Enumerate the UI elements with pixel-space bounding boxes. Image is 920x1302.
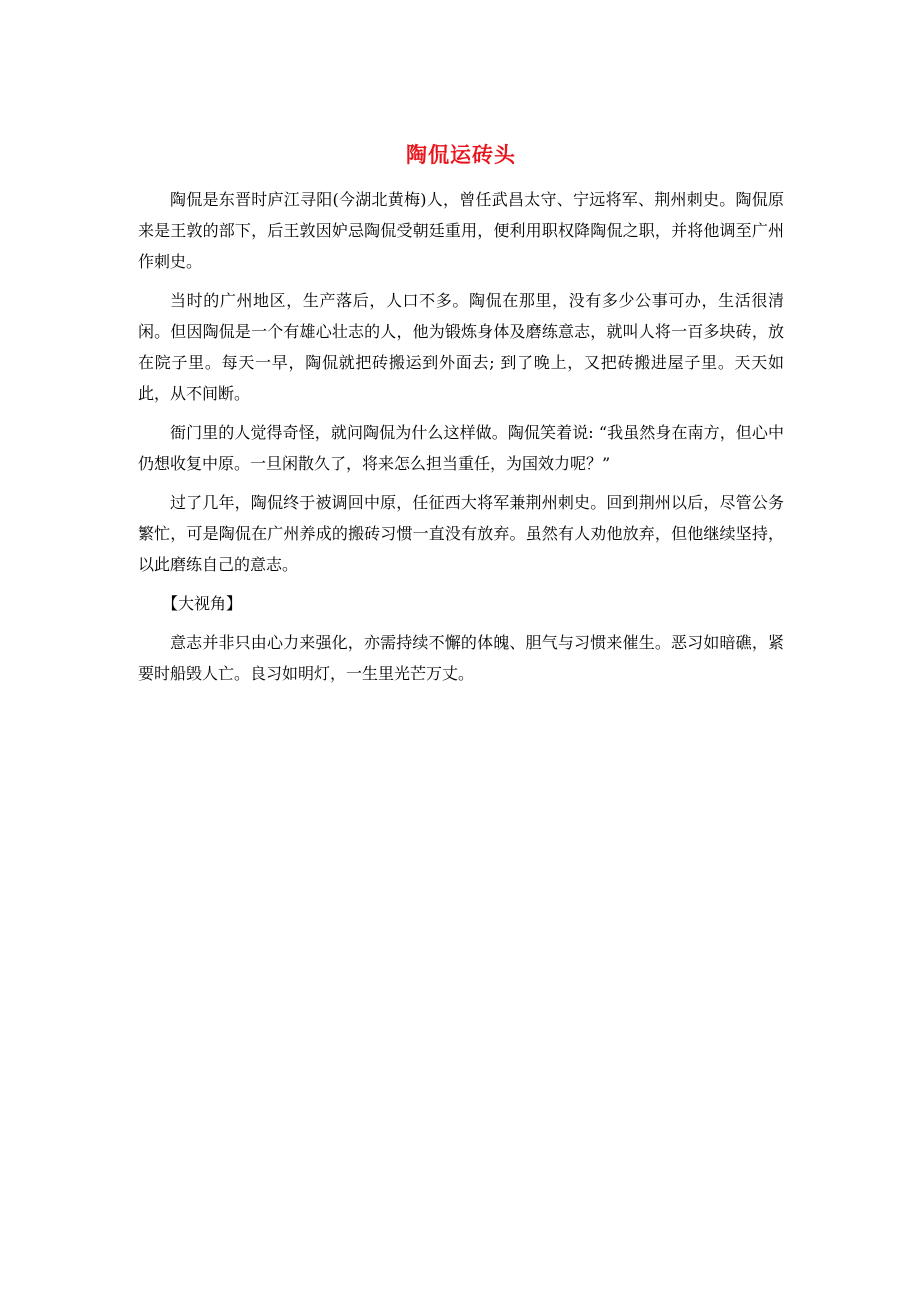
document-page bbox=[138, 140, 784, 697]
closing-paragraph: 意志并非只由心力来强化，亦需持续不懈的体魄、胆气与习惯来催生。恶习如暗礁，紧要时船毁人亡。良习如明灯，一生里光芒万丈。 bbox=[138, 633, 784, 683]
paragraph-3: 衙门里的人觉得奇怪，就问陶侃为什么这样做。陶侃笑着说: “我虽然身在南方，但心中仍想收复中原。一旦闲散久了，将来怎么担当重任，为国效力呢？” bbox=[138, 423, 784, 473]
section-heading: 【大视角】 bbox=[162, 594, 243, 613]
paragraph-4: 过了几年，陶侃终于被调回中原，任征西大将军兼荆州刺史。回到荆州以后，尽管公务繁忙，可是陶侃在广州养成的搬砖习惯一直没有放弃。虽然有人劝他放弃，但他继续坚持，以此磨练自己的意志。 bbox=[138, 493, 784, 574]
paragraph-1: 陶侃是东晋时庐江寻阳(今湖北黄梅)人，曾任武昌太守、宁远将军、荆州刺史。陶侃原来是王敦的部下，后王敦因妒忌陶侃受朝廷重用，便利用职权降陶侃之职，并将他调至广州作刺史。 bbox=[138, 190, 784, 271]
document-title: 陶侃运砖头 bbox=[406, 142, 516, 167]
paragraph-2: 当时的广州地区，生产落后，人口不多。陶侃在那里，没有多少公事可办，生活很清闲。但因陶侃是一个有雄心壮志的人，他为锻炼身体及磨练意志，就叫人将一百多块砖，放在院子里。每天一早，陶侃就把砖搬运到外面去; 到了晚上，又把砖搬进屋子里。天天如此，从不间断。 bbox=[138, 291, 784, 403]
